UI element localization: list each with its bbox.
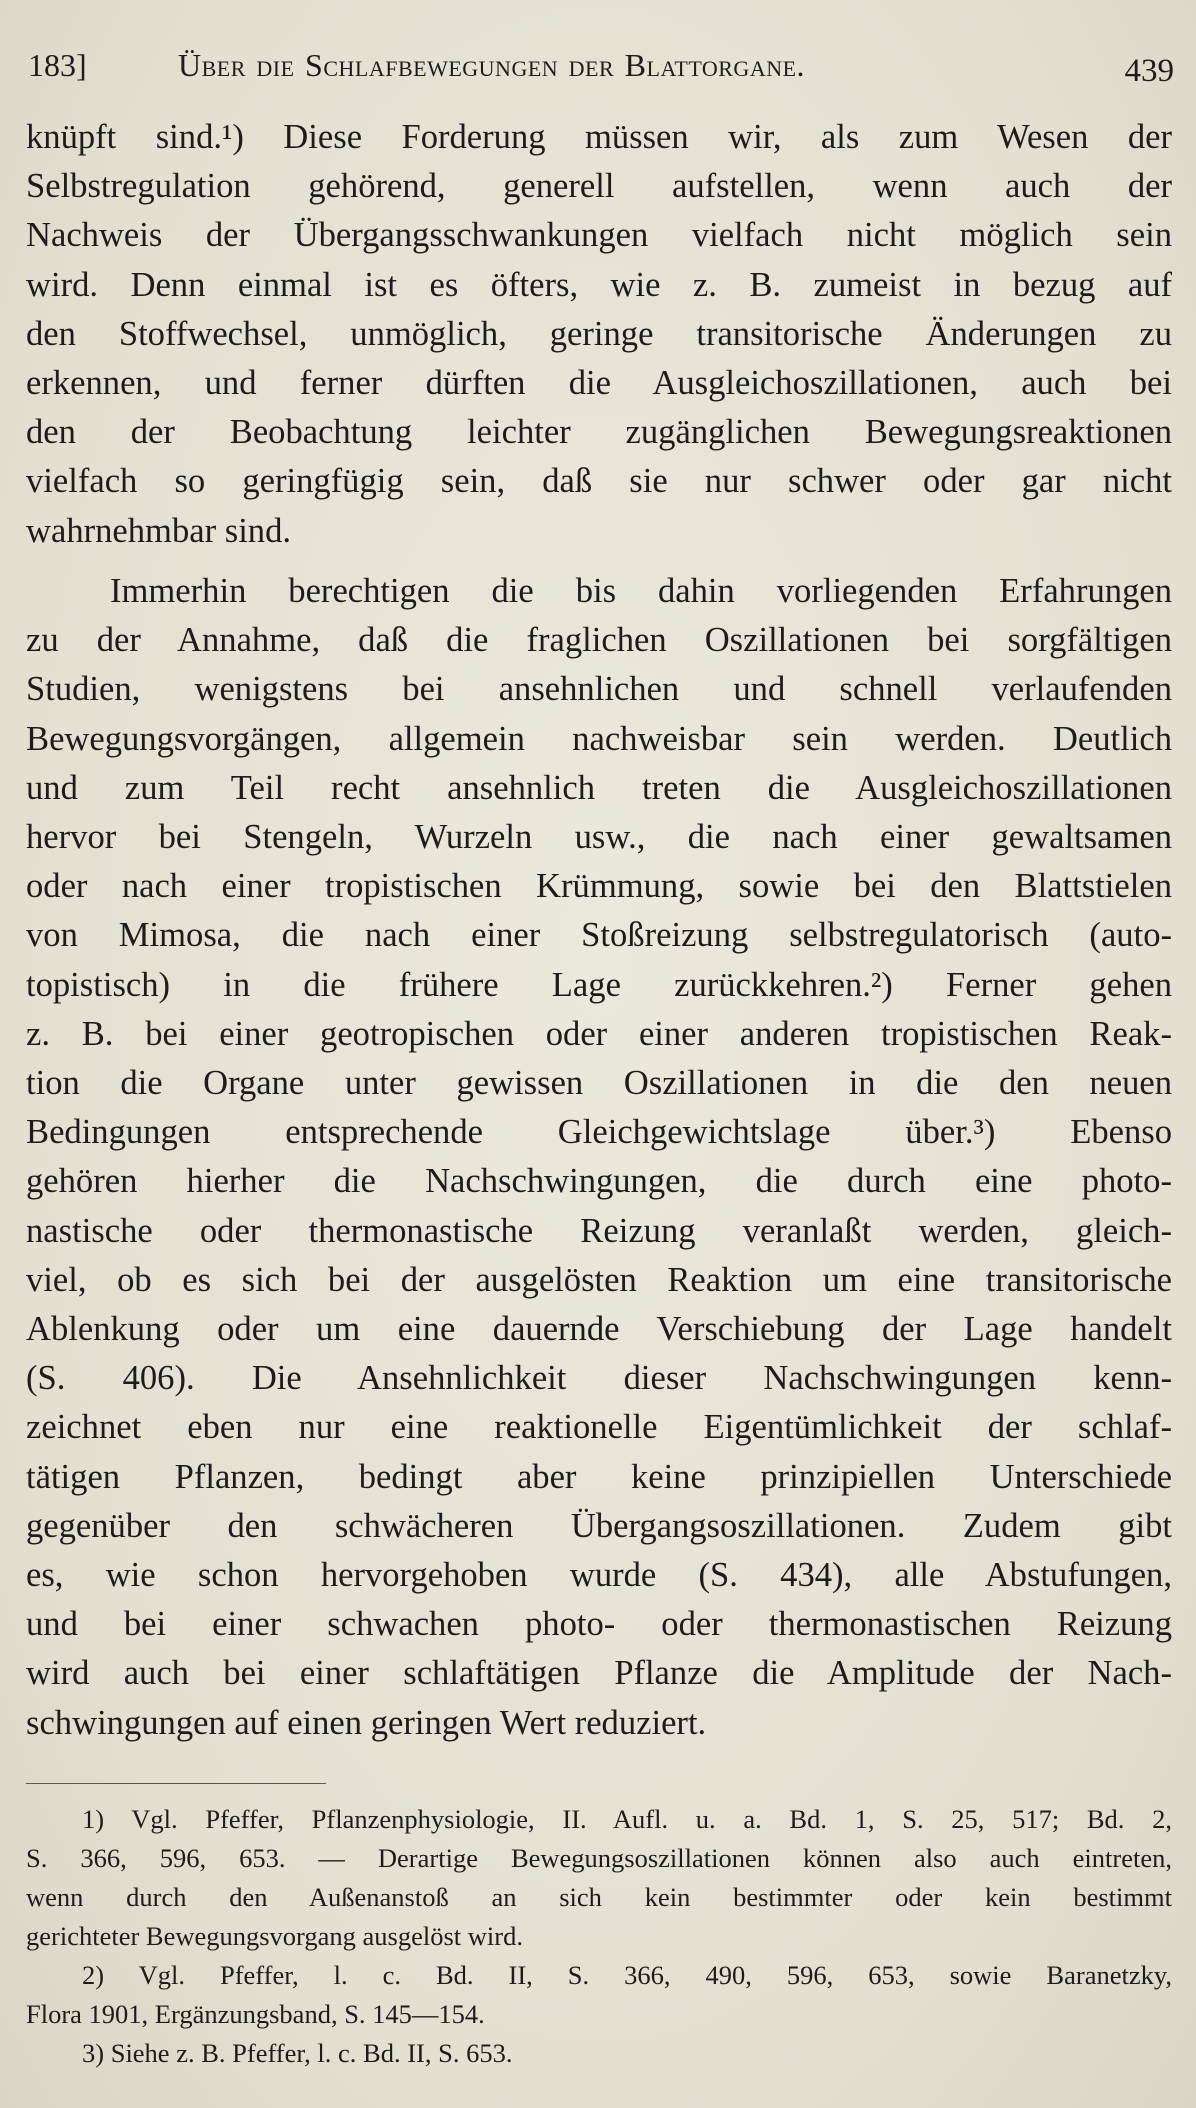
text-line: zeichnet eben nur eine reaktionelle Eigentümlichkeit der schlaf- — [26, 1408, 1172, 1447]
text-line: tion die Organe unter gewissen Oszillationen in die den neuen — [26, 1064, 1172, 1103]
footnote-separator — [26, 1783, 326, 1784]
footnote-line: gerichteter Bewegungsvorgang ausgelöst wird. — [26, 1921, 523, 1951]
footnote-1 — [26, 1800, 1172, 1956]
text-line: Bewegungsvorgängen, allgemein nachweisbar sein werden. Deutlich — [26, 719, 1172, 758]
page-number: 439 — [1124, 53, 1174, 89]
running-header — [28, 40, 1174, 90]
footnote-3 — [26, 2034, 1172, 2073]
text-line: Nachweis der Übergangsschwankungen vielfach nicht möglich sein — [26, 216, 1172, 255]
text-line: nastische oder thermonastische Reizung veranlaßt werden, gleich- — [26, 1211, 1172, 1250]
text-line: Selbstregulation gehörend, generell aufstellen, wenn auch der — [26, 167, 1172, 206]
text-line: Ablenkung oder um eine dauernde Verschiebung der Lage handelt — [26, 1310, 1172, 1349]
text-line: vielfach so geringfügig sein, daß sie nur schwer oder gar nicht — [26, 462, 1172, 501]
text-line: gehören hierher die Nachschwingungen, die durch eine photo- — [26, 1162, 1172, 1201]
text-line: wird. Denn einmal ist es öfters, wie z. B. zumeist in bezug auf — [26, 265, 1172, 304]
text-line: den der Beobachtung leichter zugänglichen Bewegungsreaktionen — [26, 413, 1172, 452]
text-line: zu der Annahme, daß die fraglichen Oszillationen bei sorgfältigen — [26, 621, 1172, 660]
footnote-line: wenn durch den Außenanstoß an sich kein bestimmter oder kein bestimmt — [26, 1882, 1172, 1912]
footnote-line: Flora 1901, Ergänzungsband, S. 145—154. — [26, 1999, 485, 2029]
text-line: gegenüber den schwächeren Übergangsoszillationen. Zudem gibt — [26, 1506, 1172, 1545]
text-line: und bei einer schwachen photo- oder thermonastischen Reizung — [26, 1605, 1172, 1644]
text-line: wahrnehmbar sind. — [26, 511, 292, 550]
text-line: von Mimosa, die nach einer Stoßreizung selbstregulatorisch (auto- — [26, 916, 1172, 955]
text-line: (S. 406). Die Ansehnlichkeit dieser Nachschwingungen kenn- — [26, 1359, 1172, 1398]
paragraph-1 — [26, 113, 1172, 556]
footnote-line: 2) Vgl. Pfeffer, l. c. Bd. II, S. 366, 490, 596, 653, sowie Baranetzky, — [82, 1960, 1172, 1990]
text-line: erkennen, und ferner dürften die Ausgleichoszillationen, auch bei — [26, 364, 1172, 403]
footnote-line: S. 366, 596, 653. — Derartige Bewegungsoszillationen können also auch eintreten, — [26, 1843, 1172, 1873]
text-line: Bedingungen entsprechende Gleichgewichtslage über.³) Ebenso — [26, 1113, 1172, 1152]
text-line: oder nach einer tropistischen Krümmung, sowie bei den Blattstielen — [26, 867, 1172, 906]
text-line: wird auch bei einer schlaftätigen Pflanze die Amplitude der Nach- — [26, 1654, 1172, 1693]
footnote-line: 1) Vgl. Pfeffer, Pflanzenphysiologie, II. Aufl. u. a. Bd. 1, S. 25, 517; Bd. 2, — [82, 1804, 1172, 1834]
text-line: den Stoffwechsel, unmöglich, geringe transitorische Änderungen zu — [26, 314, 1172, 353]
text-line: und zum Teil recht ansehnlich treten die Ausgleichoszillationen — [26, 768, 1172, 807]
text-line: topistisch) in die frühere Lage zurückkehren.²) Ferner gehen — [26, 965, 1172, 1004]
text-line: es, wie schon hervorgehoben wurde (S. 434), alle Abstufungen, — [26, 1556, 1172, 1595]
text-line: hervor bei Stengeln, Wurzeln usw., die nach einer gewaltsamen — [26, 818, 1172, 857]
text-line: Immerhin berechtigen die bis dahin vorliegenden Erfahrungen — [110, 572, 1172, 610]
paragraph-2 — [26, 567, 1172, 1748]
running-title: Über die Schlafbewegungen der Blattorgane. — [178, 47, 806, 83]
text-line: knüpft sind.¹) Diese Forderung müssen wir, als zum Wesen der — [26, 118, 1172, 156]
text-line: schwingungen auf einen geringen Wert reduziert. — [26, 1703, 707, 1742]
section-marker: 183] — [28, 47, 87, 83]
text-line: viel, ob es sich bei der ausgelösten Reaktion um eine transitorische — [26, 1260, 1172, 1299]
text-line: Studien, wenigstens bei ansehnlichen und schnell verlaufenden — [26, 670, 1172, 709]
text-line: tätigen Pflanzen, bedingt aber keine prinzipiellen Unterschiede — [26, 1457, 1172, 1496]
footnote-2 — [26, 1956, 1172, 2034]
text-line: z. B. bei einer geotropischen oder einer anderen tropistischen Reak- — [26, 1014, 1172, 1053]
footnote-line: 3) Siehe z. B. Pfeffer, l. c. Bd. II, S. 653. — [82, 2038, 513, 2068]
footnotes — [26, 1800, 1172, 2073]
